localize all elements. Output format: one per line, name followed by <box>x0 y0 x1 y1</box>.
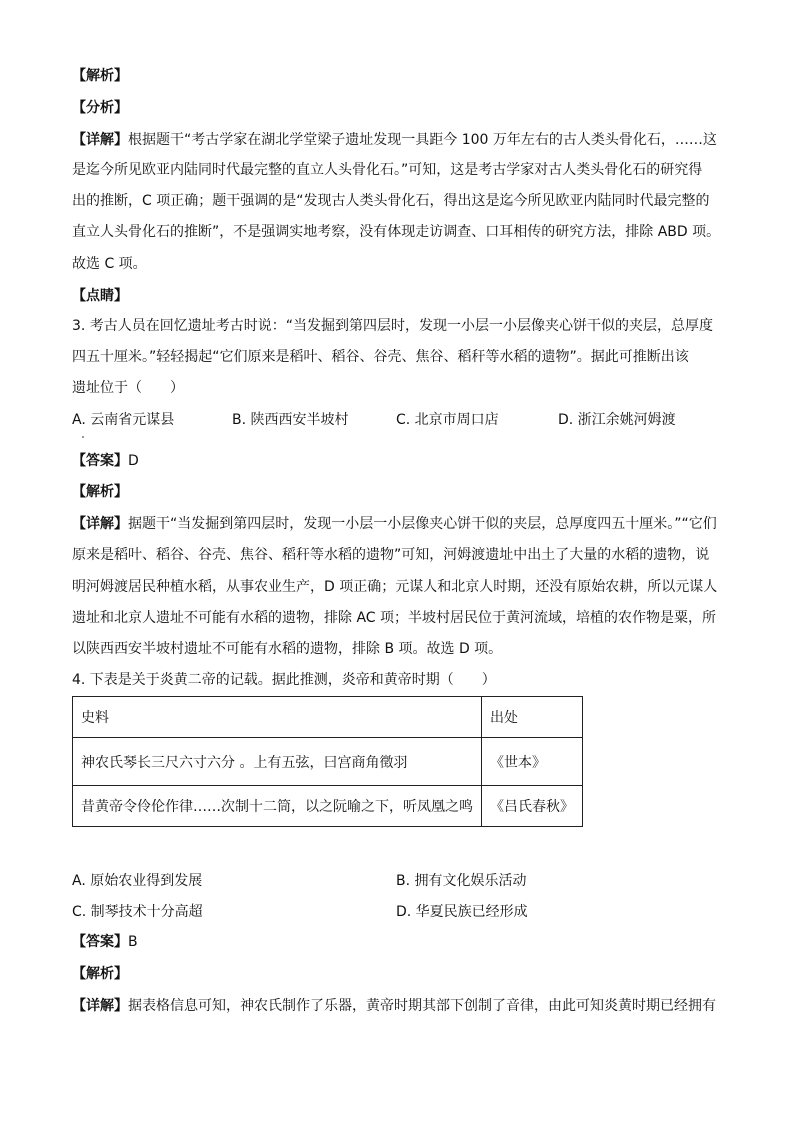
table-header-cell: 出处 <box>482 697 583 738</box>
historical-records-table <box>72 696 583 827</box>
detail-line-4: 直立人头骨化石的推断”，不是强调实地考察，没有体现走访调查、口耳相传的研究方法，排除 ABD 项。 <box>72 224 721 240</box>
stray-dot <box>82 436 84 438</box>
table-cell: 《吕氏春秋》 <box>482 786 583 827</box>
question-3-stem-line-3: 遗址位于（ ） <box>72 380 184 396</box>
table-header-row <box>73 697 583 738</box>
question-4-detail-line-1: 【详解】据表格信息可知，神农氏制作了乐器，黄帝时期其部下创制了音律，由此可知炎黄时期已经拥有 <box>72 998 716 1014</box>
question-3-detail-line-5: 以陕西西安半坡村遗址不可能有水稻的遗物，排除 B 项。故选 D 项。 <box>72 641 503 657</box>
question-3-detail-line-4: 遗址和北京人遗址不可能有水稻的遗物，排除 AC 项；半坡村居民位于黄河流域，培植的农作物是粟，所 <box>72 610 717 626</box>
question-3-detail-line-3: 明河姆渡居民种植水稻，从事农业生产，D 项正确；元谋人和北京人时期，还没有原始农耕，所以元谋人 <box>72 579 718 595</box>
question-3-detail-line-1: 【详解】据题干“当发掘到第四层时，发现一小层一小层像夹心饼干似的夹层，总厚度四五十厘米。”“它们 <box>72 516 717 532</box>
detail-line-1: 【详解】根据题干“考古学家在湖北学堂梁子遗址发现一具距今 100 万年左右的古人类头骨化石，……这 <box>72 132 717 148</box>
option-b: B. 陕西西安半坡村 <box>232 412 349 428</box>
question-4-stem: 4. 下表是关于炎黄二帝的记载。据此推测，炎帝和黄帝时期（ ） <box>72 672 496 688</box>
detail-line-2: 是迄今所见欧亚内陆同时代最完整的直立人头骨化石。”可知，这是考古学家对古人类头骨化石的研究得 <box>72 162 703 178</box>
question-4-answer: 【答案】B <box>72 934 138 950</box>
option-d: D. 浙江余姚河姆渡 <box>558 412 676 428</box>
detail-line-5: 故选 C 项。 <box>72 256 147 272</box>
option-d: D. 华夏民族已经形成 <box>396 904 528 920</box>
table-cell: 《世本》 <box>482 738 583 786</box>
table-header-cell: 史料 <box>73 697 482 738</box>
option-c: C. 北京市周口店 <box>396 412 499 428</box>
option-c: C. 制琴技术十分高超 <box>72 904 203 920</box>
detail-line-3: 出的推断，C 项正确；题干强调的是“发现古人类头骨化石，得出这是迄今所见欧亚内陆同时代最完整的 <box>72 193 710 209</box>
option-b: B. 拥有文化娱乐活动 <box>396 873 527 889</box>
question-3-detail-line-2: 原来是稻叶、稻谷、谷壳、焦谷、稻秆等水稻的遗物”可知，河姆渡遗址中出土了大量的水稻的遗物，说 <box>72 547 710 563</box>
breakdown-heading: 【分析】 <box>72 100 128 116</box>
option-a: A. 云南省元谋县 <box>72 412 175 428</box>
table-row <box>73 738 583 786</box>
option-a: A. 原始农业得到发展 <box>72 873 203 889</box>
question-4-analysis-heading: 【解析】 <box>72 966 128 982</box>
question-3-answer: 【答案】D <box>72 453 139 469</box>
question-3-analysis-heading: 【解析】 <box>72 484 128 500</box>
tip-heading: 【点睛】 <box>72 288 128 304</box>
table-row <box>73 786 583 827</box>
analysis-heading: 【解析】 <box>72 68 128 84</box>
question-3-stem-line-1: 3. 考古人员在回忆遗址考古时说：“当发掘到第四层时，发现一小层一小层像夹心饼干似的夹层，总厚度 <box>72 318 714 334</box>
table-cell: 神农氏琴长三尺六寸六分 。上有五弦，曰宫商角徵羽 <box>73 738 482 786</box>
table-cell: 昔黄帝令伶伦作律……次制十二筒，以之阮喻之下，听凤凰之鸣 <box>73 786 482 827</box>
question-3-stem-line-2: 四五十厘米。”轻轻揭起“它们原来是稻叶、稻谷、谷壳、焦谷、稻秆等水稻的遗物”。据此可推断出该 <box>72 349 689 365</box>
